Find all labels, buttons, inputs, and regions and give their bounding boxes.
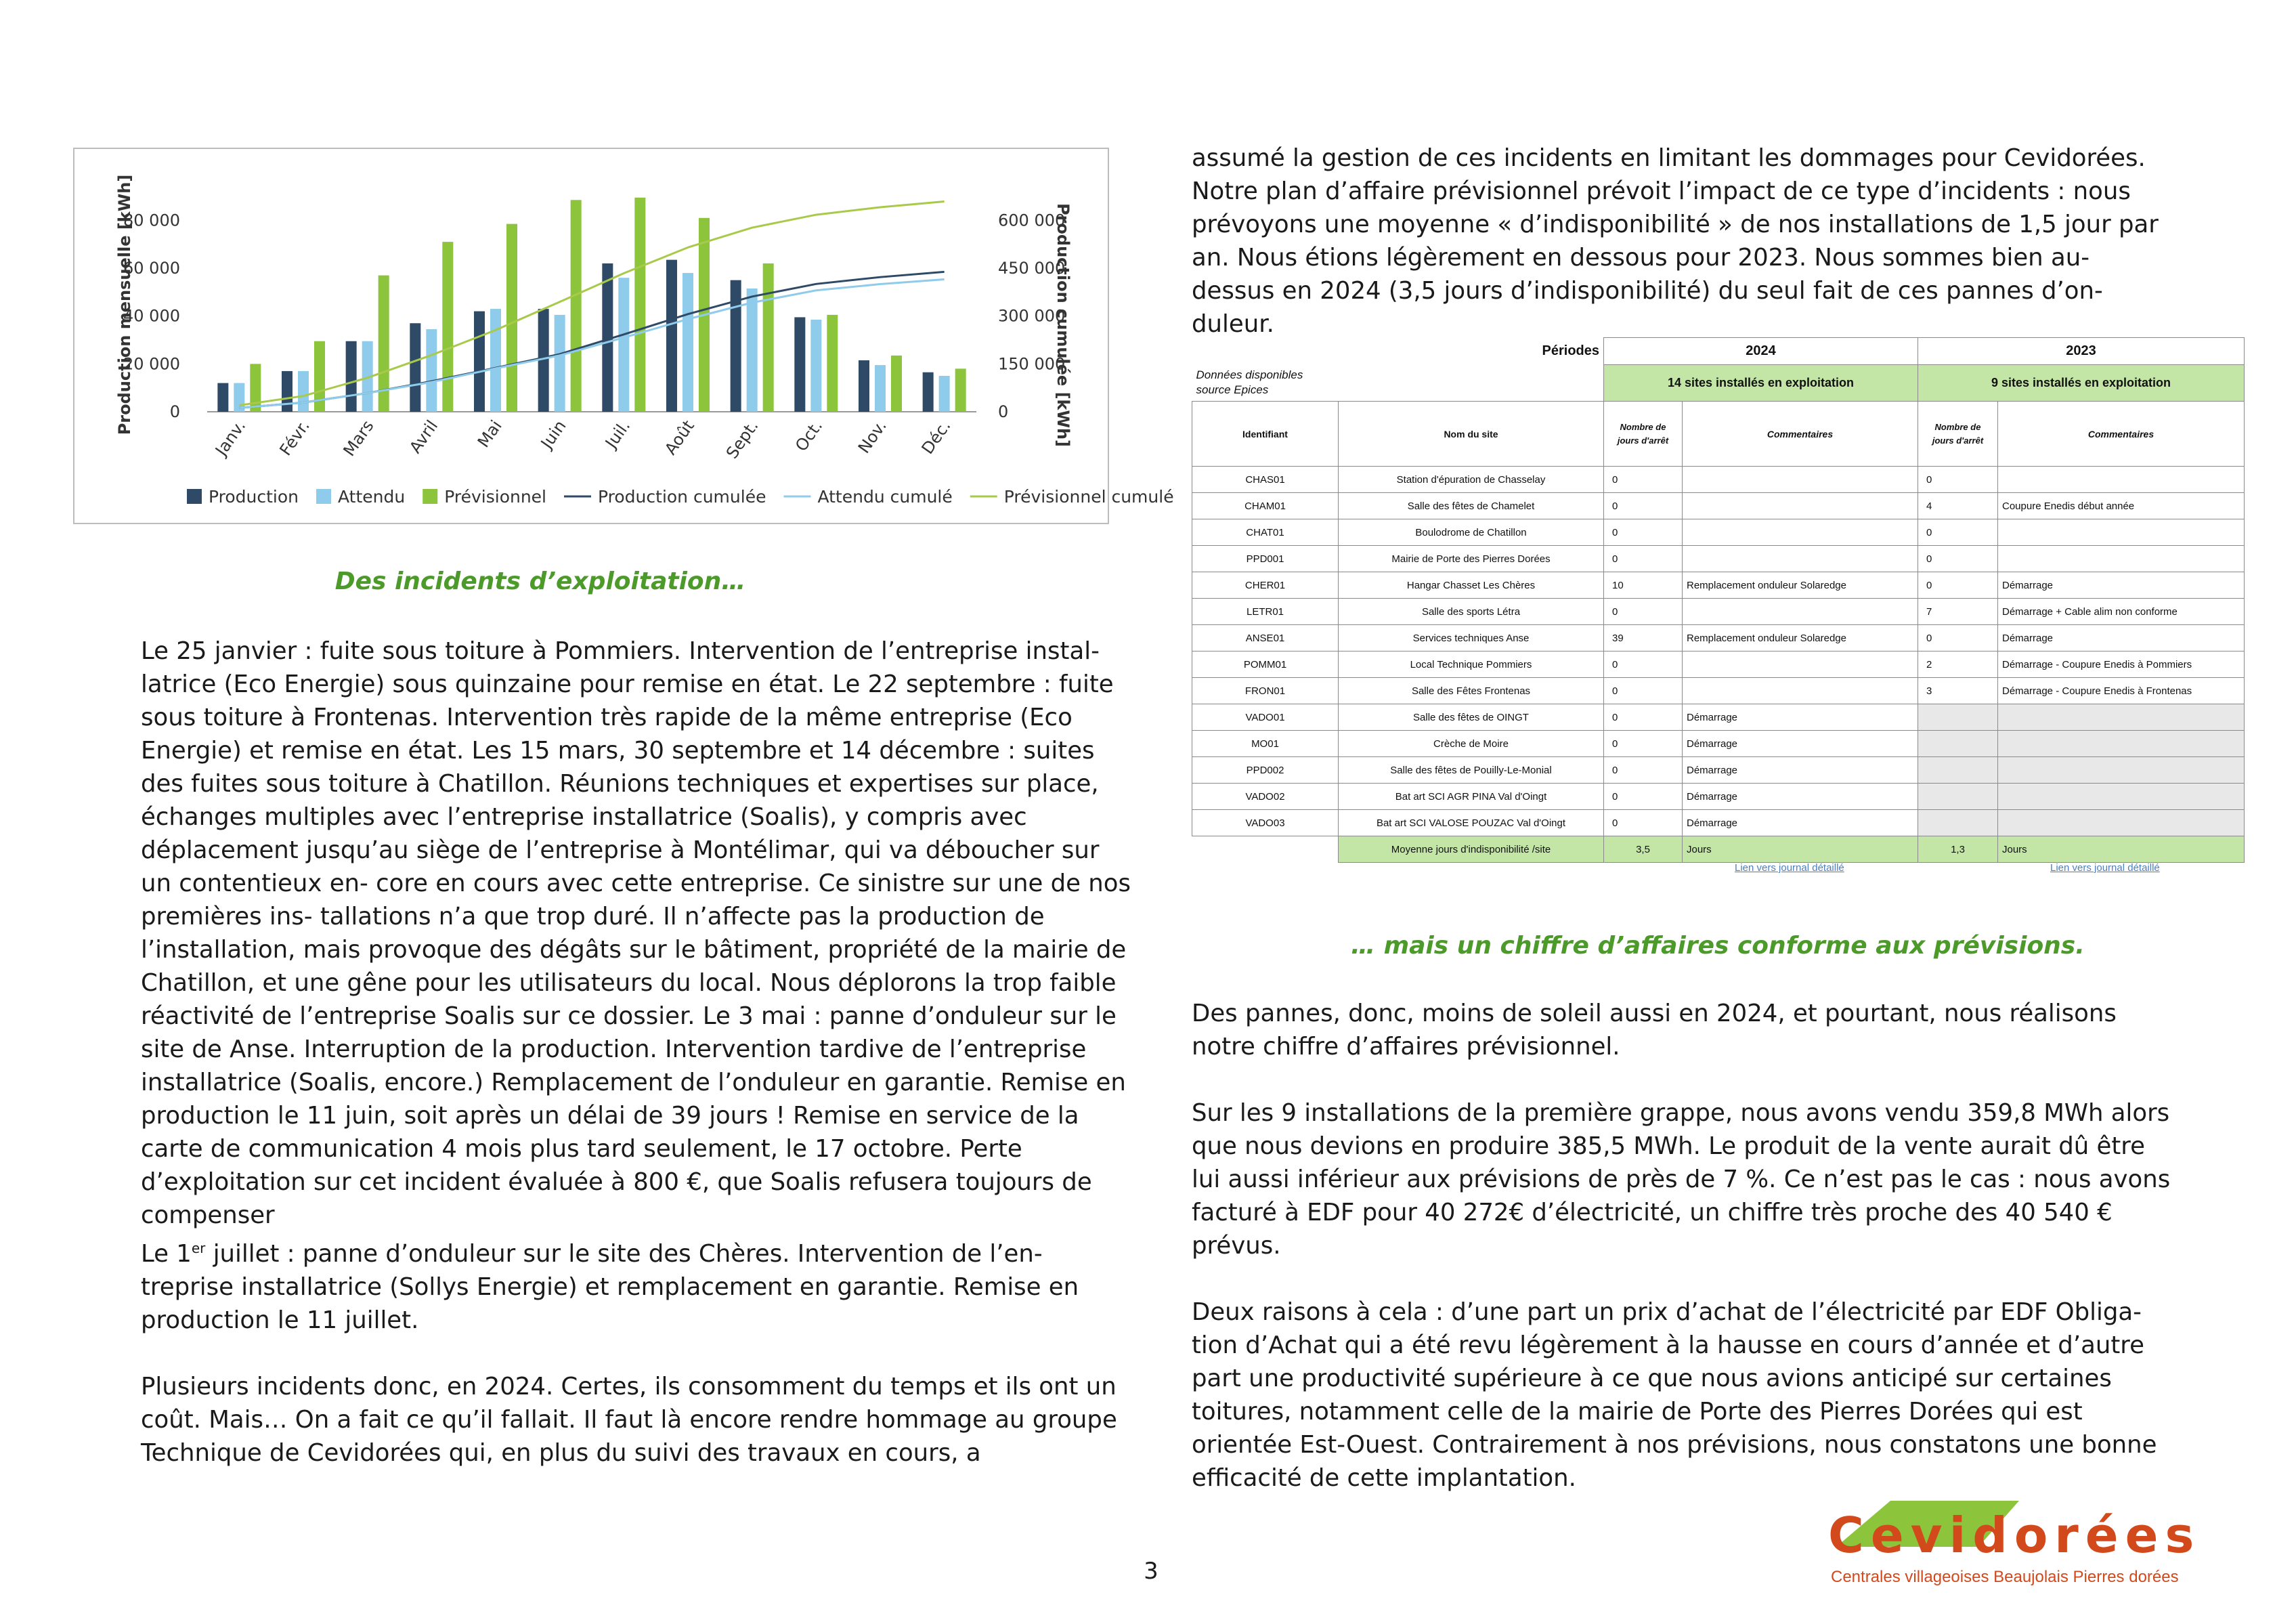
y-axis-title-left: Production mensuelle [kWh] xyxy=(115,174,134,435)
bar-pr-visionnel xyxy=(250,364,261,412)
x-tick-label: Févr. xyxy=(276,416,313,459)
site-name: Salle des fêtes de Chamelet xyxy=(1339,493,1604,519)
y-tick-left: 60 000 xyxy=(123,259,180,278)
x-tick-label: Déc. xyxy=(917,416,955,458)
days-2024: 0 xyxy=(1604,519,1683,546)
source-line-1: Données disponibles xyxy=(1196,368,1303,382)
bar-pr-visionnel xyxy=(763,263,774,412)
comment-2023 xyxy=(1998,467,2245,493)
x-tick-label: Juin xyxy=(537,416,570,452)
site-id: CHER01 xyxy=(1192,572,1339,599)
legend-label: Prévisionnel xyxy=(444,487,547,507)
site-name: Salle des sports Létra xyxy=(1339,599,1604,625)
logo-graphic xyxy=(1816,1501,2201,1589)
site-id: VADO02 xyxy=(1192,784,1339,810)
right-column-text xyxy=(1192,997,2173,1495)
site-id: VADO01 xyxy=(1192,704,1339,731)
days-2023: 7 xyxy=(1918,599,1998,625)
site-name: Salle des Fêtes Frontenas xyxy=(1339,678,1604,704)
comment-2024: Remplacement onduleur Solaredge xyxy=(1683,572,1918,599)
comment-2023 xyxy=(1998,784,2245,810)
left-column-text xyxy=(141,635,1136,1470)
bar-pr-visionnel xyxy=(634,198,645,412)
comment-2023: Coupure Enedis début année xyxy=(1998,493,2245,519)
bar-production xyxy=(794,317,805,412)
y-tick-right: 150 000 xyxy=(998,354,1066,374)
avg-2024-unit: Jours xyxy=(1683,836,1918,863)
bar-production xyxy=(217,383,228,412)
days-2023: 0 xyxy=(1918,519,1998,546)
x-tick-label: Nov. xyxy=(854,416,890,457)
y-tick-right: 0 xyxy=(998,402,1009,421)
site-id: POMM01 xyxy=(1192,651,1339,678)
avg-label: Moyenne jours d'indisponibilité /site xyxy=(1339,836,1604,863)
comment-2024: Démarrage xyxy=(1683,704,1918,731)
bar-attendu xyxy=(810,320,821,412)
line-production-cumul-e xyxy=(239,272,944,408)
page-number: 3 xyxy=(1144,1558,1158,1585)
days-2023 xyxy=(1918,704,1998,731)
legend-swatch xyxy=(316,489,331,504)
legend-label: Attendu xyxy=(338,487,406,507)
col-days-2024-header xyxy=(1604,402,1683,467)
conclusion-paragraph: Plusieurs incidents donc, en 2024. Certes, ils consomment du temps et ils ont un coût. Mais… On a fait ce qu’il fallait. Il faut là encore rendre hommage au groupe Technique de Cevidorées qui, en plus du suivi des travaux en cours, a xyxy=(141,1372,1117,1467)
avg-2024-value: 3,5 xyxy=(1604,836,1683,863)
days-2024: 0 xyxy=(1604,810,1683,836)
table-row xyxy=(1192,467,2245,493)
bar-pr-visionnel xyxy=(955,368,966,412)
site-id: PPD001 xyxy=(1192,546,1339,572)
legend-label: Attendu cumulé xyxy=(817,487,953,507)
y-tick-left: 0 xyxy=(169,402,180,421)
site-name: Bat art SCI AGR PINA Val d'Oingt xyxy=(1339,784,1604,810)
comment-2023 xyxy=(1998,757,2245,784)
avg-spacer xyxy=(1192,836,1339,863)
bar-production xyxy=(346,341,357,412)
year-2024-header: 2024 xyxy=(1604,338,1918,365)
table-row xyxy=(1192,678,2245,704)
legend-label: Production xyxy=(209,487,299,507)
july-sup: er xyxy=(191,1240,206,1256)
x-tick-label: Juil. xyxy=(601,416,634,452)
bar-attendu xyxy=(555,315,565,412)
bar-production xyxy=(410,323,420,412)
y-tick-left: 40 000 xyxy=(123,306,180,326)
bar-attendu xyxy=(875,365,886,412)
right-paragraph-2: Sur les 9 installations de la première grappe, nous avons vendu 359,8 MWh alors que nous devions en produire 385,5 MWh. Le produit de la vente aurait dû être lui aussi inférieur aux prévisions de près de 7 %. Ce n’est pas le cas : nous avons facturé à EDF pour 40 272€ d’électricité, un chiffre très proche des 40 540 € prévus. xyxy=(1192,1099,2171,1260)
x-tick-label: Sept. xyxy=(722,416,762,463)
table-row xyxy=(1192,757,2245,784)
days-2023 xyxy=(1918,731,1998,757)
table-row xyxy=(1192,651,2245,678)
col-days-2024-line2: jours d'arrêt xyxy=(1617,435,1669,446)
days-2024: 0 xyxy=(1604,546,1683,572)
table-row xyxy=(1192,519,2245,546)
site-id: CHAT01 xyxy=(1192,519,1339,546)
legend-swatch xyxy=(423,489,437,504)
bar-pr-visionnel xyxy=(442,242,453,412)
table-row xyxy=(1192,546,2245,572)
days-2023 xyxy=(1918,810,1998,836)
comment-2024: Démarrage xyxy=(1683,757,1918,784)
days-2023 xyxy=(1918,784,1998,810)
x-tick-label: Août xyxy=(661,416,698,458)
days-2024: 0 xyxy=(1604,599,1683,625)
y-axis-title-right: Production cumulée [kWh] xyxy=(1054,202,1073,448)
logo-name: Cevidorées xyxy=(1828,1507,2201,1564)
comment-2023 xyxy=(1998,731,2245,757)
col-comments-2024-header: Commentaires xyxy=(1683,402,1918,467)
col-days-2023-line1: Nombre de xyxy=(1934,421,1981,432)
bar-production xyxy=(666,260,677,412)
table-row xyxy=(1192,493,2245,519)
site-id: MO01 xyxy=(1192,731,1339,757)
left-heading: Des incidents d’exploitation… xyxy=(334,568,746,595)
days-2023: 2 xyxy=(1918,651,1998,678)
comment-2024: Démarrage xyxy=(1683,731,1918,757)
bar-pr-visionnel xyxy=(506,224,517,412)
bar-attendu xyxy=(298,371,309,412)
table-row xyxy=(1192,731,2245,757)
col-days-2023-line2: jours d'arrêt xyxy=(1932,435,1984,446)
table-row xyxy=(1192,625,2245,651)
table-body xyxy=(1192,467,2245,836)
site-name: Boulodrome de Chatillon xyxy=(1339,519,1604,546)
line-pr-visionnel-cumul- xyxy=(239,202,944,406)
days-2023: 0 xyxy=(1918,572,1998,599)
y-tick-left: 20 000 xyxy=(123,354,180,374)
days-2024: 0 xyxy=(1604,704,1683,731)
comment-2024 xyxy=(1683,467,1918,493)
x-tick-label: Mai xyxy=(473,416,506,451)
periods-label: Périodes xyxy=(1542,343,1599,358)
y-tick-right: 600 000 xyxy=(998,211,1066,230)
comment-2023 xyxy=(1998,810,2245,836)
days-2024: 39 xyxy=(1604,625,1683,651)
site-id: CHAS01 xyxy=(1192,467,1339,493)
comment-2024 xyxy=(1683,519,1918,546)
col-days-2024-line1: Nombre de xyxy=(1620,421,1666,432)
y-tick-right: 450 000 xyxy=(998,259,1066,278)
legend-label: Production cumulée xyxy=(598,487,766,507)
days-2024: 0 xyxy=(1604,784,1683,810)
col-id-header: Identifiant xyxy=(1192,402,1339,467)
site-id: FRON01 xyxy=(1192,678,1339,704)
bar-attendu xyxy=(490,309,501,412)
right-intro: assumé la gestion de ces incidents en limitant les dommages pour Cevidorées. Notre plan d’affaire prévisionnel prévoit l’impact de ce type d’incidents : nous prévoyons une moyenne « d’indisponibilité » de nos installations de 1,5 jour par an. Nous étions légèrement en dessous pour 2023. Nous sommes bien au-dessus en 2024 (3,5 jours d’indisponibilité) du seul fait de ces pannes d’on- duleur. xyxy=(1192,144,2159,338)
sites-2024-header: 14 sites installés en exploitation xyxy=(1604,365,1918,402)
bar-attendu xyxy=(939,376,950,412)
journal-link-2024[interactable]: Lien vers journal détaillé xyxy=(1735,862,1844,874)
days-2024: 10 xyxy=(1604,572,1683,599)
table-row xyxy=(1192,599,2245,625)
y-tick-right: 300 000 xyxy=(998,306,1066,326)
site-name: Bat art SCI VALOSE POUZAC Val d'Oingt xyxy=(1339,810,1604,836)
right-intro-block xyxy=(1192,142,2167,341)
source-note xyxy=(1192,365,1604,402)
incidents-paragraph: Le 25 janvier : fuite sous toiture à Pommiers. Intervention de l’entreprise instal- latrice (Eco Energie) sous quinzaine pour remise en état. Le 22 septembre : fuite sous toiture à Frontenas. Intervention très rapide de la même entreprise (Eco Energie) et remise en état. Les 15 mars, 30 septembre et 14 décembre : suites des fuites sous toiture à Chatillon. Réunions techniques et expertises sur place, échanges multiples avec l’entreprise installatrice (Soalis), y compris avec déplacement jusqu’au siège de l’entreprise à Montélimar, qui va déboucher sur un contentieux en- core en cours avec cette entreprise. Ce sinistre sur une de nos premières ins- tallations n’a que trop duré. Il n’affecte pas la production de l’installation, mais provoque des dégâts sur le bâtiment, propriété de la mairie de Chatillon, et une gêne pour les utilisateurs du local. Nous déplorons la trop faible réactivité de l’entreprise Soalis sur ce dossier. Le 3 mai : panne d’onduleur sur le site de Anse. Interruption de la production. Intervention tardive de l’entreprise installatrice (Soalis, encore.) Remplacement de l’onduleur en garantie. Remise en production le 11 juin, soit après un délai de 39 jours ! Remise en service de la carte de communication 4 mois plus tard seulement, le 17 octobre. Perte d’exploitation sur cet incident évaluée à 800 €, que Soalis refusera toujours de compenser xyxy=(141,637,1131,1229)
unavailability-table xyxy=(1192,337,2245,863)
bar-attendu xyxy=(747,289,758,412)
comment-2024 xyxy=(1683,651,1918,678)
comment-2024 xyxy=(1683,546,1918,572)
days-2024: 0 xyxy=(1604,731,1683,757)
comment-2024 xyxy=(1683,599,1918,625)
comment-2023: Démarrage - Coupure Enedis à Frontenas xyxy=(1998,678,2245,704)
comment-2024 xyxy=(1683,493,1918,519)
site-name: Local Technique Pommiers xyxy=(1339,651,1604,678)
bar-attendu xyxy=(683,273,693,412)
site-id: PPD002 xyxy=(1192,757,1339,784)
right-paragraph-1: Des pannes, donc, moins de soleil aussi en 2024, et pourtant, nous réalisons notre chiffre d’affaires prévisionnel. xyxy=(1192,1000,2117,1061)
days-2023: 3 xyxy=(1918,678,1998,704)
site-name: Mairie de Porte des Pierres Dorées xyxy=(1339,546,1604,572)
july-rest: juillet : panne d’onduleur sur le site des Chères. Intervention de l’en- treprise installatrice (Sollys Energie) et remplacement en garantie. Remise en production le 11 juillet. xyxy=(141,1239,1079,1334)
site-name: Salle des fêtes de Pouilly-Le-Monial xyxy=(1339,757,1604,784)
comment-2024: Démarrage xyxy=(1683,810,1918,836)
site-name: Station d'épuration de Chasselay xyxy=(1339,467,1604,493)
right-paragraph-3: Deux raisons à cela : d’une part un prix d’achat de l’électricité par EDF Obliga- tion d’Achat qui a été revu légèrement à la hausse en cours d’année et d’autre part une productivité supérieure à ce que nous avions anticipé sur certaines toitures, notamment celle de la mairie de Porte des Pierres Dorées qui est orientée Est-Ouest. Contrairement à nos prévisions, nous constatons une bonne efficacité de cette implantation. xyxy=(1192,1298,2157,1492)
table-row xyxy=(1192,810,2245,836)
legend-swatch xyxy=(187,489,202,504)
site-name: Salle des fêtes de OINGT xyxy=(1339,704,1604,731)
days-2024: 0 xyxy=(1604,651,1683,678)
bar-attendu xyxy=(426,329,437,412)
days-2024: 0 xyxy=(1604,467,1683,493)
x-tick-label: Mars xyxy=(339,416,378,460)
bar-pr-visionnel xyxy=(827,315,838,412)
bar-production xyxy=(923,372,934,412)
y-tick-left: 80 000 xyxy=(123,211,180,230)
table-corner xyxy=(1192,338,1339,365)
comment-2023: Démarrage xyxy=(1998,625,2245,651)
comment-2023 xyxy=(1998,704,2245,731)
col-comments-2023-header: Commentaires xyxy=(1998,402,2245,467)
july-incident-paragraph xyxy=(141,1232,1136,1337)
logo-tagline: Centrales villageoises Beaujolais Pierres dorées xyxy=(1831,1568,2179,1586)
site-id: ANSE01 xyxy=(1192,625,1339,651)
bar-attendu xyxy=(618,278,629,412)
site-id: CHAM01 xyxy=(1192,493,1339,519)
chart-canvas xyxy=(74,149,1174,523)
days-2023 xyxy=(1918,757,1998,784)
comment-2024: Remplacement onduleur Solaredge xyxy=(1683,625,1918,651)
legend-label: Prévisionnel cumulé xyxy=(1003,487,1174,507)
sites-2023-header: 9 sites installés en exploitation xyxy=(1918,365,2245,402)
right-heading: … mais un chiffre d’affaires conforme aux prévisions. xyxy=(1351,932,2085,960)
comment-2023 xyxy=(1998,519,2245,546)
bar-pr-visionnel xyxy=(571,200,582,412)
bar-production xyxy=(859,360,869,412)
days-2024: 0 xyxy=(1604,678,1683,704)
journal-link-2023[interactable]: Lien vers journal détaillé xyxy=(2050,862,2160,874)
col-days-2023-header xyxy=(1918,402,1998,467)
comment-2023 xyxy=(1998,546,2245,572)
days-2023: 0 xyxy=(1918,546,1998,572)
days-2024: 0 xyxy=(1604,757,1683,784)
x-tick-label: Avril xyxy=(406,416,442,457)
comment-2023: Démarrage - Coupure Enedis à Pommiers xyxy=(1998,651,2245,678)
site-name: Crèche de Moire xyxy=(1339,731,1604,757)
x-tick-label: Oct. xyxy=(792,416,827,455)
table-row xyxy=(1192,572,2245,599)
days-2023: 4 xyxy=(1918,493,1998,519)
comment-2023: Démarrage xyxy=(1998,572,2245,599)
site-id: LETR01 xyxy=(1192,599,1339,625)
x-tick-label: Janv. xyxy=(211,416,250,460)
avg-2023-value: 1,3 xyxy=(1918,836,1998,863)
days-2023: 0 xyxy=(1918,467,1998,493)
days-2024: 0 xyxy=(1604,493,1683,519)
year-2023-header: 2023 xyxy=(1918,338,2245,365)
july-prefix: Le 1 xyxy=(141,1239,192,1268)
site-name: Services techniques Anse xyxy=(1339,625,1604,651)
avg-2023-unit: Jours xyxy=(1998,836,2245,863)
table-row xyxy=(1192,784,2245,810)
production-chart xyxy=(73,148,1174,524)
days-2023: 0 xyxy=(1918,625,1998,651)
site-name: Hangar Chasset Les Chères xyxy=(1339,572,1604,599)
comment-2024 xyxy=(1683,678,1918,704)
site-id: VADO03 xyxy=(1192,810,1339,836)
comment-2023: Démarrage + Cable alim non conforme xyxy=(1998,599,2245,625)
comment-2024: Démarrage xyxy=(1683,784,1918,810)
source-line-2: source Epices xyxy=(1196,383,1269,397)
bar-production xyxy=(282,371,293,412)
bar-production xyxy=(474,312,485,412)
cevidorees-logo xyxy=(1816,1501,2201,1589)
col-name-header: Nom du site xyxy=(1339,402,1604,467)
table-row xyxy=(1192,704,2245,731)
bar-pr-visionnel xyxy=(891,356,902,412)
